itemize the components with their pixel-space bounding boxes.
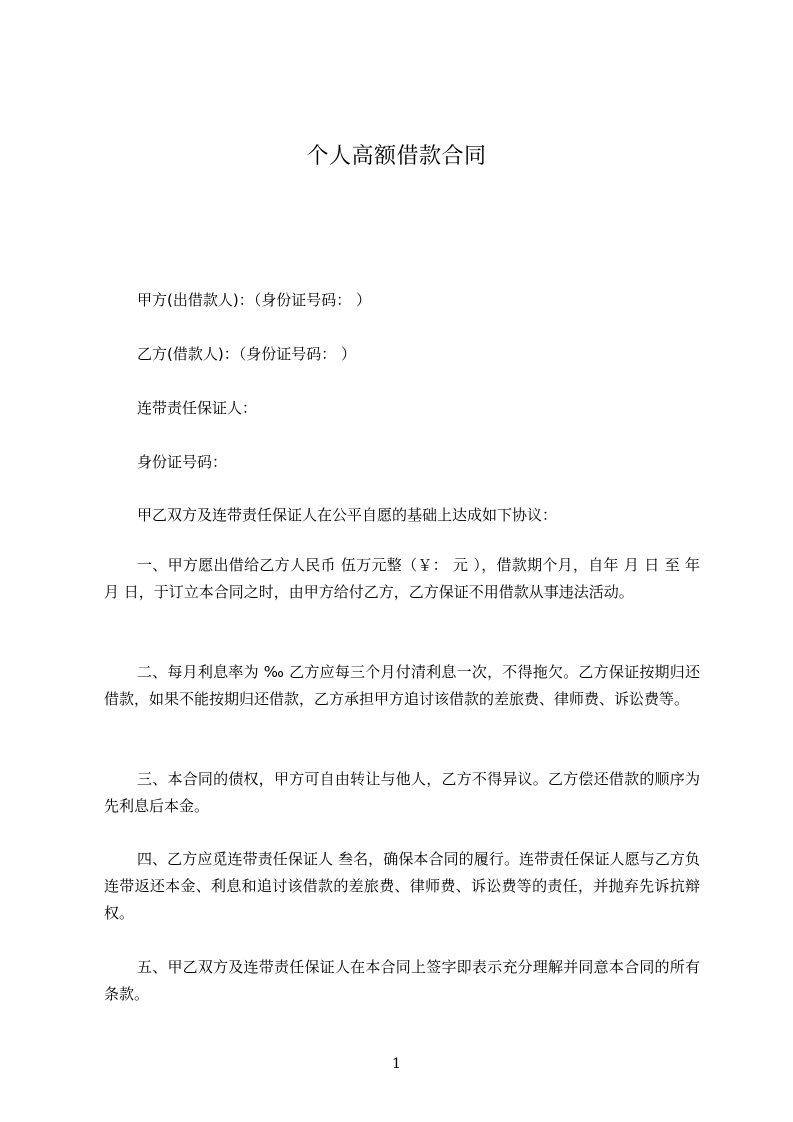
preamble-line: 甲乙双方及连带责任保证人在公平自愿的基础上达成如下协议： [137, 506, 558, 524]
clause-2: 二、每月利息率为 ‰ 乙方应每三个月付清利息一次，不得拖欠。乙方保证按期归还借款，如果不能按期归还借款，乙方承担甲方追讨该借款的差旅费、律师费、诉讼费等。 [104, 663, 700, 708]
party-b-line: 乙方(借款人)：（身份证号码： ） [137, 345, 356, 363]
page-number: 1 [392, 1056, 401, 1072]
party-a-line: 甲方(出借款人)：（身份证号码： ） [137, 291, 371, 309]
clause-3: 三、本合同的债权，甲方可自由转让与他人，乙方不得异议。乙方偿还借款的顺序为先利息后本金。 [104, 770, 700, 815]
document-title: 个人高额借款合同 [306, 144, 487, 169]
guarantor-id-line: 身份证号码： [137, 453, 228, 471]
clause-4: 四、乙方应觅连带责任保证人 叁名，确保本合同的履行。连带责任保证人愿与乙方负连带返还本金、利息和追讨该借款的差旅费、律师费、诉讼费等的责任，并抛弃先诉抗辩权。 [104, 850, 700, 922]
guarantor-line: 连带责任保证人： [137, 399, 258, 417]
clause-1: 一、甲方愿出借给乙方人民币 伍万元整（￥： 元 ），借款期个月，自年 月 日 至 年 月 日，于订立本合同之时，由甲方给付乙方，乙方保证不用借款从事违法活动。 [104, 556, 700, 601]
clause-5: 五、甲乙双方及连带责任保证人在本合同上签字即表示充分理解并同意本合同的所有条款。 [104, 958, 700, 1003]
